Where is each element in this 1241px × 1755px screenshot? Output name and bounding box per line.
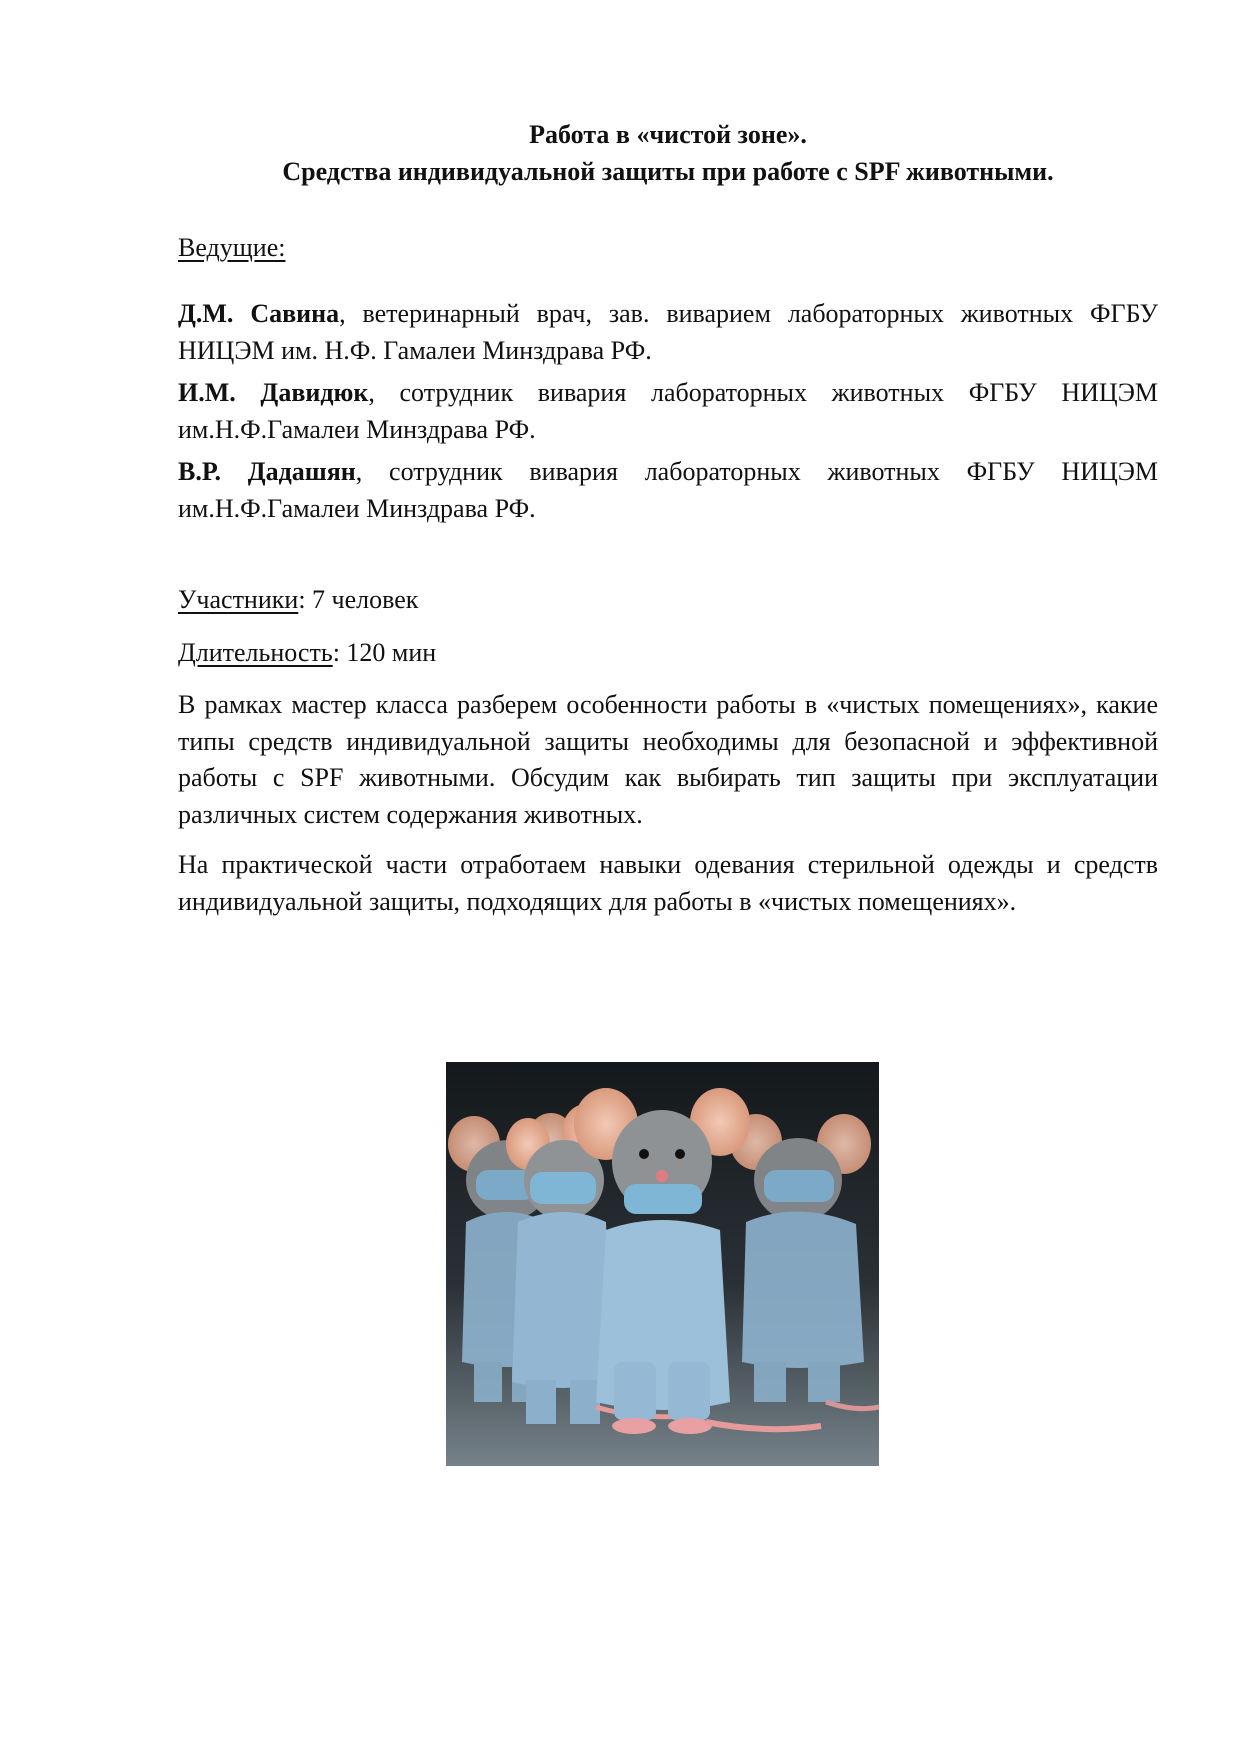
participants-label: Участники (178, 585, 299, 614)
duration-label: Длительность (178, 638, 333, 667)
host-name: Д.М. Савина (178, 299, 340, 328)
host-entry (178, 454, 1158, 527)
host-entry (178, 375, 1158, 448)
document-title (178, 116, 1158, 190)
participants-line (178, 582, 418, 618)
hosts-label: Ведущие: (178, 233, 286, 262)
participants-value: : 7 человек (298, 585, 419, 614)
description-paragraph: В рамках мастер класса разберем особенности работы в «чистых помещениях», какие типы средств индивидуальной защиты необходимы для безопасной и эффективной работы с SPF животными. Обсудим как выбирать тип защиты при эксплуатации различных систем содержания животных. (178, 690, 1158, 829)
host-entry (178, 296, 1158, 369)
title-line-1: Работа в «чистой зоне». (529, 120, 807, 149)
mice-in-protective-suits-illustration (446, 1062, 879, 1466)
host-description: , сотрудник вивария лабораторных животных ФГБУ НИЦЭМ им.Н.Ф.Гамалеи Минздрава РФ. (178, 378, 1158, 444)
host-description: , сотрудник вивария лабораторных животных ФГБУ НИЦЭМ им.Н.Ф.Гамалеи Минздрава РФ. (178, 457, 1158, 523)
practice-paragraph: На практической части отработаем навыки одевания стерильной одежды и средств индивидуальной защиты, подходящих для работы в «чистых помещениях». (178, 850, 1158, 916)
host-description: , ветеринарный врач, зав. виварием лабораторных животных ФГБУ НИЦЭМ им. Н.Ф. Гамалеи Минздрава РФ. (178, 299, 1158, 365)
duration-line (178, 635, 436, 671)
host-name: И.М. Давидюк (178, 378, 369, 407)
title-line-2: Средства индивидуальной защиты при работе с SPF животными. (282, 157, 1054, 186)
duration-value: : 120 мин (332, 638, 437, 667)
host-name: В.Р. Дадашян (178, 457, 356, 486)
